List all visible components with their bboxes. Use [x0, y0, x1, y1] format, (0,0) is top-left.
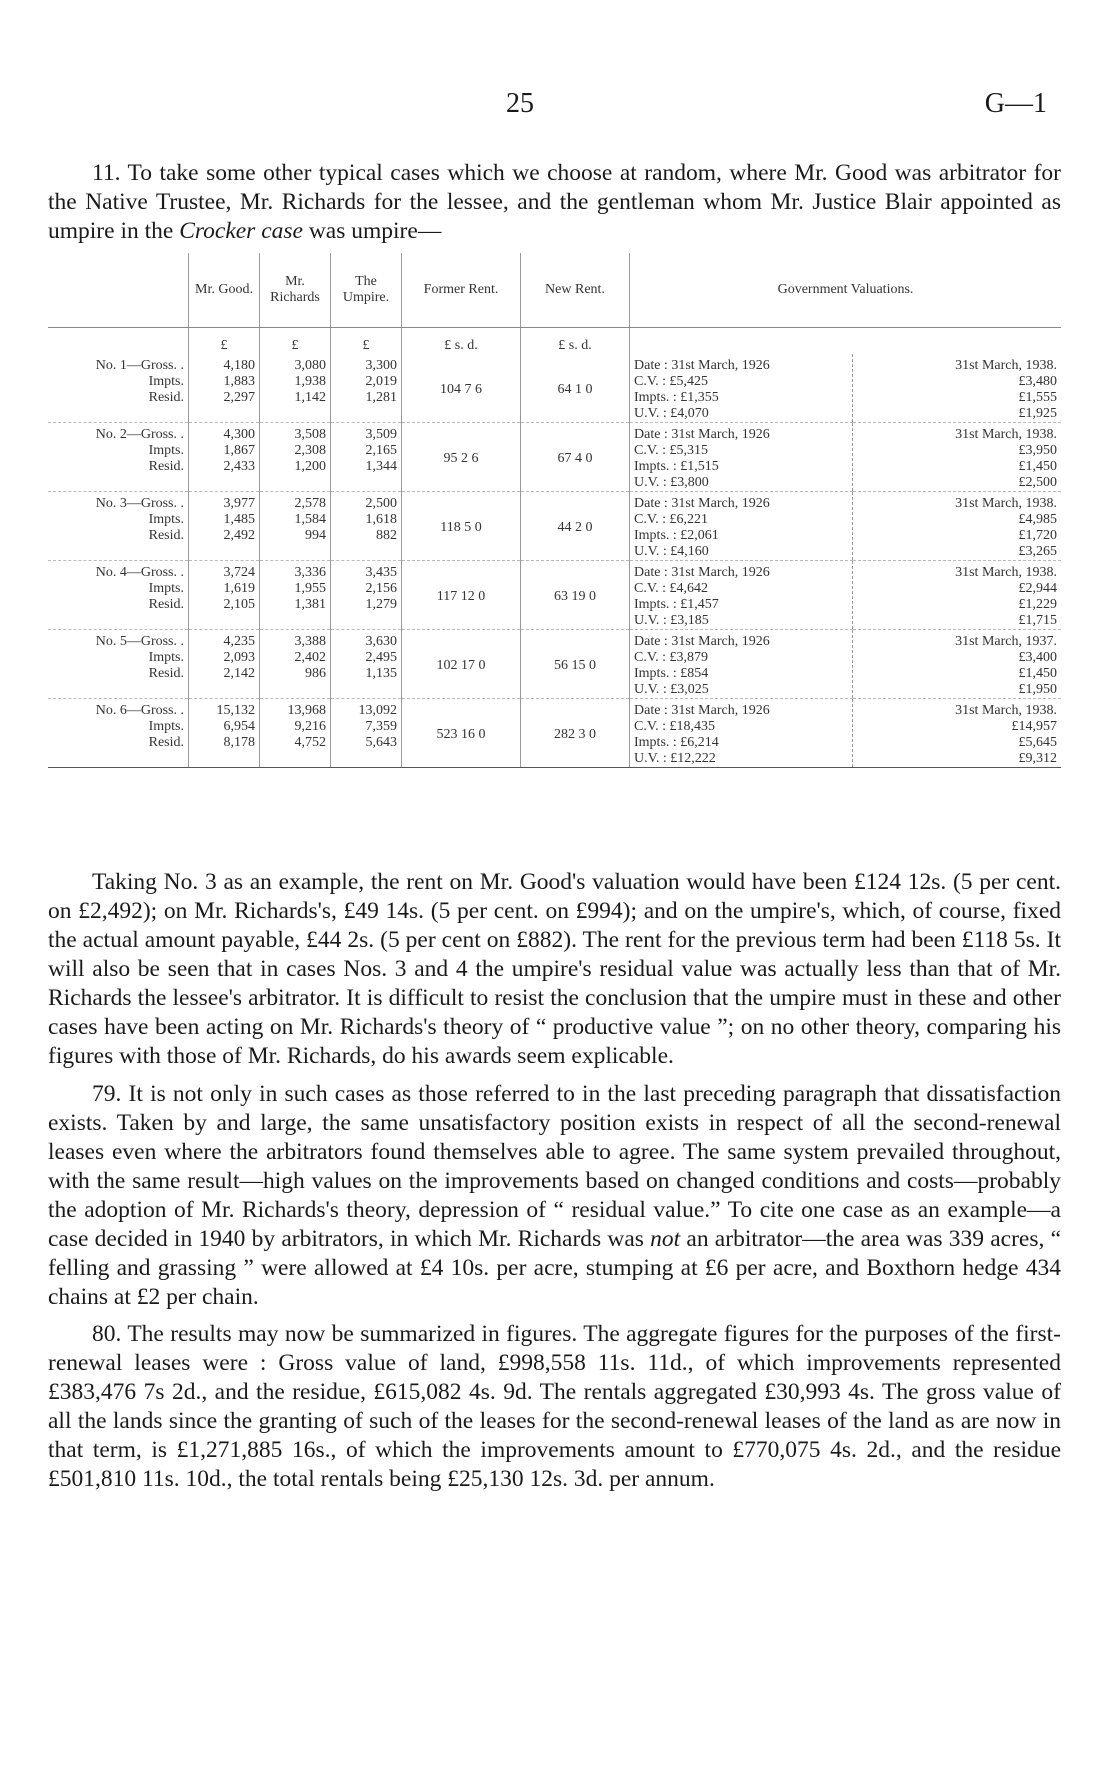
row-label-gross: No. 6—Gross. .: [95, 703, 184, 718]
gov-1926-line: U.V. : £12,222: [634, 751, 716, 766]
cell-richards: [260, 354, 331, 423]
umpire-value: 3,300: [365, 358, 397, 373]
good-value: 1,485: [223, 512, 255, 527]
row-label-resid: Resid.: [148, 528, 184, 543]
gov-later-line: £1,950: [1018, 682, 1057, 697]
gov-1926-line: U.V. : £3,185: [634, 613, 709, 628]
richards-value: 4,752: [294, 735, 326, 750]
paragraph-79: [48, 1080, 1061, 1312]
row-label-impts: Impts.: [148, 512, 184, 527]
paragraph-79-emphasis: not: [650, 1226, 681, 1252]
gov-later-line: £2,500: [1018, 475, 1057, 490]
cell-richards: [260, 699, 331, 768]
cell-gov-1926: [630, 423, 853, 492]
paragraph-80: [48, 1320, 1061, 1494]
row-label-impts: Impts.: [148, 650, 184, 665]
cell-gov-1926: [630, 630, 853, 699]
good-value: 1,619: [223, 581, 255, 596]
gov-later-line: £1,450: [1018, 666, 1057, 681]
cell-gov-later: [853, 492, 1062, 561]
cell-richards: [260, 630, 331, 699]
cell-umpire: [331, 561, 402, 630]
richards-value: 3,336: [294, 565, 326, 580]
intro-paragraph: [48, 159, 1061, 246]
case-name: Crocker case: [179, 218, 303, 244]
gov-1926-line: C.V. : £18,435: [634, 719, 716, 734]
umpire-value: 2,500: [365, 496, 397, 511]
row-labels: [48, 630, 189, 699]
gov-later-line: £1,715: [1018, 613, 1057, 628]
row-label-impts: Impts.: [148, 581, 184, 596]
cell-gov-1926: [630, 492, 853, 561]
richards-value: 986: [305, 666, 326, 681]
cell-new-rent: 63 19 0: [521, 561, 630, 630]
intro-prefix: 11. To take some other typical cases which we choose at random, where Mr. Good was arbitrator for the Native Trustee, Mr. Richards for the lessee, and the gentleman whom Mr. Justice Blair appointed as umpire in the: [48, 160, 1061, 244]
page-header: [0, 88, 1114, 122]
row-label-gross: No. 3—Gross. .: [95, 496, 184, 511]
cell-former-rent: 118 5 0: [402, 492, 521, 561]
good-value: 2,297: [223, 390, 255, 405]
gov-1926-line: Impts. : £2,061: [634, 528, 719, 543]
gov-later-line: 31st March, 1937.: [955, 634, 1057, 649]
unit-new: £ s. d.: [521, 328, 630, 355]
richards-value: 1,938: [294, 374, 326, 389]
gov-1926-line: Impts. : £1,457: [634, 597, 719, 612]
good-value: 15,132: [216, 703, 255, 718]
richards-value: 2,578: [294, 496, 326, 511]
valuations-table: [48, 253, 1061, 768]
gov-1926-line: C.V. : £5,315: [634, 443, 709, 458]
gov-later-line: £3,950: [1018, 443, 1057, 458]
row-label-resid: Resid.: [148, 390, 184, 405]
gov-1926-line: Impts. : £854: [634, 666, 709, 681]
good-value: 4,300: [223, 427, 255, 442]
gov-1926-line: Impts. : £1,355: [634, 390, 719, 405]
umpire-value: 5,643: [365, 735, 397, 750]
richards-value: 13,968: [287, 703, 326, 718]
cell-former-rent: 117 12 0: [402, 561, 521, 630]
cell-new-rent: 67 4 0: [521, 423, 630, 492]
cell-former-rent: 102 17 0: [402, 630, 521, 699]
good-value: 2,093: [223, 650, 255, 665]
row-labels: [48, 699, 189, 768]
richards-value: 2,308: [294, 443, 326, 458]
row-label-resid: Resid.: [148, 666, 184, 681]
row-labels: [48, 492, 189, 561]
table-row: [48, 423, 1061, 492]
cell-gov-later: [853, 561, 1062, 630]
gov-1926-line: Impts. : £1,515: [634, 459, 719, 474]
richards-value: 3,388: [294, 634, 326, 649]
umpire-value: 2,019: [365, 374, 397, 389]
unit-richards: £: [260, 328, 331, 355]
gov-1926-line: Date : 31st March, 1926: [634, 358, 770, 373]
intro-suffix: was umpire—: [302, 218, 442, 244]
row-labels: [48, 561, 189, 630]
cell-good: [189, 354, 260, 423]
gov-1926-line: U.V. : £4,160: [634, 544, 709, 559]
paragraph-78: [48, 868, 1061, 1071]
umpire-value: 1,279: [365, 597, 397, 612]
gov-later-line: £3,480: [1018, 374, 1057, 389]
gov-1926-line: U.V. : £4,070: [634, 406, 709, 421]
gov-later-line: £5,645: [1018, 735, 1057, 750]
good-value: 1,883: [223, 374, 255, 389]
header-new-rent: New Rent.: [521, 253, 630, 328]
row-label-gross: No. 4—Gross. .: [95, 565, 184, 580]
gov-1926-line: Impts. : £6,214: [634, 735, 719, 750]
row-label-gross: No. 2—Gross. .: [95, 427, 184, 442]
row-label-impts: Impts.: [148, 719, 184, 734]
paragraph-78-text: Taking No. 3 as an example, the rent on Mr. Good's valuation would have been £124 12s. (5 per cent. on £2,492); on Mr. Richards's, £49 14s. (5 per cent. on £994); and on the umpire's, which, of course, fixed the actual amount payable, £44 2s. (5 per cent on £882). The rent for the previous term had been £118 5s. It will also be seen that in cases Nos. 3 and 4 the umpire's residual value was actually less than that of Mr. Richards the lessee's arbitrator. It is difficult to resist the conclusion that the umpire must in these and other cases have been acting on Mr. Richards's theory of “ productive value ”; on no other theory, comparing his figures with those of Mr. Richards, do his awards seem explicable.: [48, 869, 1061, 1069]
umpire-value: 7,359: [365, 719, 397, 734]
gov-1926-line: Date : 31st March, 1926: [634, 427, 770, 442]
gov-1926-line: Date : 31st March, 1926: [634, 496, 770, 511]
umpire-value: 1,344: [365, 459, 397, 474]
row-labels: [48, 354, 189, 423]
gov-1926-line: Date : 31st March, 1926: [634, 565, 770, 580]
table-row: [48, 630, 1061, 699]
good-value: 8,178: [223, 735, 255, 750]
gov-later-line: 31st March, 1938.: [955, 496, 1057, 511]
umpire-value: 13,092: [358, 703, 397, 718]
gov-later-line: £3,265: [1018, 544, 1057, 559]
table-row: [48, 354, 1061, 423]
cell-gov-later: [853, 423, 1062, 492]
gov-1926-line: C.V. : £5,425: [634, 374, 709, 389]
paragraph-79-text-a: 79. It is not only in such cases as those referred to in the last preceding paragraph that dissatisfaction exists. Taken by and large, the same unsatisfactory position exists in respect of all the second-renewal leases even where the arbitrators found themselves able to agree. The same system prevailed throughout, with the same result—high values on the improvements based on changed conditions and costs—probably the adoption of Mr. Richards's theory, depression of “ residual value.” To cite one case as an example—a case decided in 1940 by arbitrators, in which Mr. Richards was: [48, 1081, 1061, 1252]
row-label-gross: No. 5—Gross. .: [95, 634, 184, 649]
gov-later-line: £2,944: [1018, 581, 1057, 596]
cell-former-rent: 523 16 0: [402, 699, 521, 768]
cell-new-rent: 44 2 0: [521, 492, 630, 561]
header-good: Mr. Good.: [189, 253, 260, 328]
umpire-value: 3,630: [365, 634, 397, 649]
cell-good: [189, 561, 260, 630]
good-value: 2,142: [223, 666, 255, 681]
cell-richards: [260, 561, 331, 630]
umpire-value: 3,509: [365, 427, 397, 442]
row-label-gross: No. 1—Gross. .: [95, 358, 184, 373]
gov-later-line: £1,229: [1018, 597, 1057, 612]
cell-gov-1926: [630, 354, 853, 423]
cell-gov-later: [853, 354, 1062, 423]
umpire-value: 2,495: [365, 650, 397, 665]
gov-later-line: £3,400: [1018, 650, 1057, 665]
good-value: 2,105: [223, 597, 255, 612]
gov-1926-line: C.V. : £3,879: [634, 650, 709, 665]
row-labels: [48, 423, 189, 492]
cell-richards: [260, 423, 331, 492]
row-label-resid: Resid.: [148, 597, 184, 612]
gov-1926-line: U.V. : £3,800: [634, 475, 709, 490]
header-government-valuations: Government Valuations.: [630, 253, 1062, 328]
umpire-value: 882: [376, 528, 397, 543]
richards-value: 9,216: [294, 719, 326, 734]
row-label-impts: Impts.: [148, 374, 184, 389]
good-value: 4,235: [223, 634, 255, 649]
richards-value: 994: [305, 528, 326, 543]
umpire-value: 2,156: [365, 581, 397, 596]
good-value: 4,180: [223, 358, 255, 373]
gov-1926-line: Date : 31st March, 1926: [634, 634, 770, 649]
cell-gov-later: [853, 699, 1062, 768]
umpire-value: 3,435: [365, 565, 397, 580]
gov-later-line: £4,985: [1018, 512, 1057, 527]
gov-1926-line: C.V. : £6,221: [634, 512, 709, 527]
gov-later-line: 31st March, 1938.: [955, 358, 1057, 373]
table-row: [48, 561, 1061, 630]
richards-value: 1,584: [294, 512, 326, 527]
richards-value: 3,080: [294, 358, 326, 373]
unit-former: £ s. d.: [402, 328, 521, 355]
header-former-rent: Former Rent.: [402, 253, 521, 328]
label-header: [48, 253, 189, 328]
umpire-value: 1,135: [365, 666, 397, 681]
gov-later-line: £14,957: [1011, 719, 1057, 734]
gov-later-line: £1,450: [1018, 459, 1057, 474]
good-value: 1,867: [223, 443, 255, 458]
table-row: [48, 492, 1061, 561]
cell-gov-1926: [630, 699, 853, 768]
richards-value: 1,142: [294, 390, 326, 405]
good-value: 2,492: [223, 528, 255, 543]
cell-good: [189, 423, 260, 492]
good-value: 6,954: [223, 719, 255, 734]
cell-umpire: [331, 699, 402, 768]
gov-later-line: 31st March, 1938.: [955, 565, 1057, 580]
good-value: 3,977: [223, 496, 255, 511]
page-number: 25: [506, 88, 534, 119]
table-row: [48, 699, 1061, 768]
good-value: 3,724: [223, 565, 255, 580]
gov-1926-line: U.V. : £3,025: [634, 682, 709, 697]
cell-umpire: [331, 492, 402, 561]
header-umpire: The Umpire.: [331, 253, 402, 328]
richards-value: 1,955: [294, 581, 326, 596]
row-label-resid: Resid.: [148, 459, 184, 474]
row-label-impts: Impts.: [148, 443, 184, 458]
cell-umpire: [331, 354, 402, 423]
gov-later-line: £1,720: [1018, 528, 1057, 543]
cell-good: [189, 630, 260, 699]
gov-later-line: 31st March, 1938.: [955, 703, 1057, 718]
umpire-value: 1,281: [365, 390, 397, 405]
cell-umpire: [331, 423, 402, 492]
paragraph-79-text-b: an arbitrator—the area was 339 acres, “ felling and grassing ” were allowed at £4 10s. per acre, stumping at £6 per acre, and Boxthorn hedge 434 chains at £2 per chain.: [48, 1226, 1061, 1310]
unit-good: £: [189, 328, 260, 355]
cell-former-rent: 95 2 6: [402, 423, 521, 492]
good-value: 2,433: [223, 459, 255, 474]
cell-new-rent: 56 15 0: [521, 630, 630, 699]
cell-new-rent: 282 3 0: [521, 699, 630, 768]
richards-value: 2,402: [294, 650, 326, 665]
richards-value: 1,200: [294, 459, 326, 474]
umpire-value: 2,165: [365, 443, 397, 458]
header-richards: Mr. Richards: [260, 253, 331, 328]
cell-former-rent: 104 7 6: [402, 354, 521, 423]
gov-later-line: £1,925: [1018, 406, 1057, 421]
document-reference: G—1: [984, 88, 1047, 119]
units-row: [48, 328, 1061, 355]
umpire-value: 1,618: [365, 512, 397, 527]
gov-1926-line: Date : 31st March, 1926: [634, 703, 770, 718]
richards-value: 1,381: [294, 597, 326, 612]
gov-later-line: £1,555: [1018, 390, 1057, 405]
cell-gov-later: [853, 630, 1062, 699]
row-label-resid: Resid.: [148, 735, 184, 750]
cell-gov-1926: [630, 561, 853, 630]
paragraph-80-text: 80. The results may now be summarized in figures. The aggregate figures for the purposes of the first-renewal leases were : Gross value of land, £998,558 11s. 11d., of which improvements represented £383,476 7s 2d., and the residue, £615,082 4s. 9d. The rentals aggregated £30,993 4s. The gross value of all the lands since the granting of such of the leases for the second-renewal leases of the land as are now in that term, is £1,271,885 16s., of which the improvements amount to £770,075 4s. 2d., and the residue £501,810 11s. 10d., the total rentals being £25,130 12s. 3d. per annum.: [48, 1321, 1061, 1492]
unit-umpire: £: [331, 328, 402, 355]
cell-good: [189, 492, 260, 561]
gov-1926-line: C.V. : £4,642: [634, 581, 709, 596]
cell-umpire: [331, 630, 402, 699]
gov-later-line: £9,312: [1018, 751, 1057, 766]
cell-richards: [260, 492, 331, 561]
gov-later-line: 31st March, 1938.: [955, 427, 1057, 442]
cell-good: [189, 699, 260, 768]
cell-new-rent: 64 1 0: [521, 354, 630, 423]
richards-value: 3,508: [294, 427, 326, 442]
